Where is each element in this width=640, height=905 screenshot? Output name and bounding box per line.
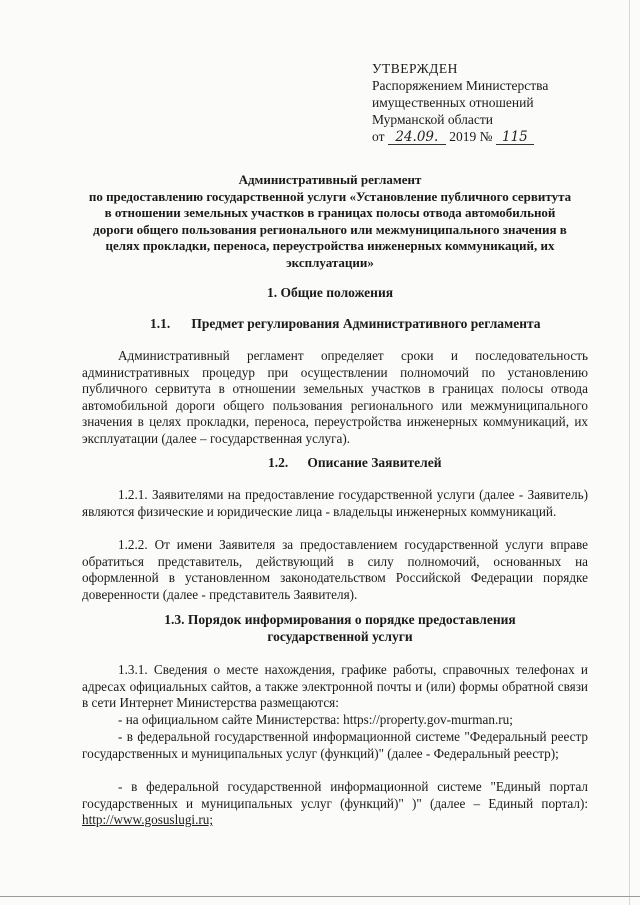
section-1-2-heading [268,455,441,471]
doc-title-line-1: Административный регламент [238,172,422,187]
section-1-3-heading [110,611,570,645]
section-1-3-title-line-1: 1.3. Порядок информирования о порядке предоставления [164,612,516,627]
approval-title: УТВЕРЖДЕН [372,61,458,76]
gosuslugi-link[interactable]: http://www.gosuslugi.ru; [82,812,214,828]
approval-line-1: Распоряжением Министерства [372,78,549,93]
section-1-heading: 1. Общие положения [266,285,394,300]
scan-edge-bottom [0,896,640,897]
section-1-2-1-paragraph: 1.2.1. Заявителями на предоставление государственной услуги (далее - Заявитель) являются физические и юридические лица - владельцы инженерных коммуникаций. [82,487,588,519]
date-year: 2019 № [449,129,493,144]
bullet-official-site: - на официальном сайте Министерства: https://property.gov-murman.ru; [118,712,513,727]
date-prefix: от [372,129,385,144]
bullet-unified-portal-text: - в федеральной государственной информационной системе "Единый портал государственных и муниципальных услуг (функций)" )" (далее – Единый портал): [82,779,588,811]
section-1-2-title: Описание Заявителей [307,455,442,470]
section-1-1-paragraph: Административный регламент определяет сроки и последовательность административных процедур при осуществлении полномочий по установлению публичного сервитута в отношении земельных участков в границах полосы отвода автомобильной дороги общего пользования регионального или межмуниципального значения в целях прокладки, переноса, переустройства инженерных коммуникаций, их эксплуатации (далее – государственная услуга). [82,348,588,446]
approval-date-line [372,128,582,145]
section-1-2-number: 1.2. [268,455,289,470]
handwritten-date: 24.09. [388,130,446,145]
scan-edge-right [629,0,630,905]
section-1-1-number: 1.1. [150,316,171,331]
doc-title-line-3: в отношении земельных участков в границах полосы отвода автомобильной [104,205,556,220]
doc-title-line-6: эксплуатации» [286,254,374,270]
section-1-3-title-line-2: государственной услуги [267,629,413,644]
doc-title-line-2: по предоставлению государственной услуги «Установление публичного сервитута [88,188,572,204]
section-1-1-title: Предмет регулирования Административного регламента [191,316,541,331]
doc-title-line-4: дороги общего пользования регионального или межмуниципального значения в [93,221,567,237]
approval-line-3: Мурманской области [372,112,493,127]
bullet-federal-registry: - в федеральной государственной информационной системе "Федеральный реестр государственных и муниципальных услуг (функций)" (далее - Федеральный реестр); [82,729,588,761]
handwritten-number: 115 [496,130,534,145]
section-1-1-heading [150,316,590,332]
bullet-unified-portal [82,779,588,829]
document-title [70,172,590,271]
section-1-3-1-paragraph: 1.3.1. Сведения о месте нахождения, графике работы, справочных телефонах и адресах официальных сайтов, а также электронной почты и (или) формы обратной связи в сети Интернет Министерства размещаются: [82,662,588,711]
approval-line-2: имущественных отношений [372,95,534,110]
doc-title-line-5: целях прокладки, переноса, переустройства инженерных коммуникаций, их [105,238,555,253]
approval-block [372,60,582,145]
section-1-2-2-paragraph: 1.2.2. От имени Заявителя за предоставлением государственной услуги вправе обратиться представитель, действующий в силу полномочий, основанных на оформленной в установленном законодательством Российской Федерации порядке доверенности (далее - представитель Заявителя). [82,537,588,602]
